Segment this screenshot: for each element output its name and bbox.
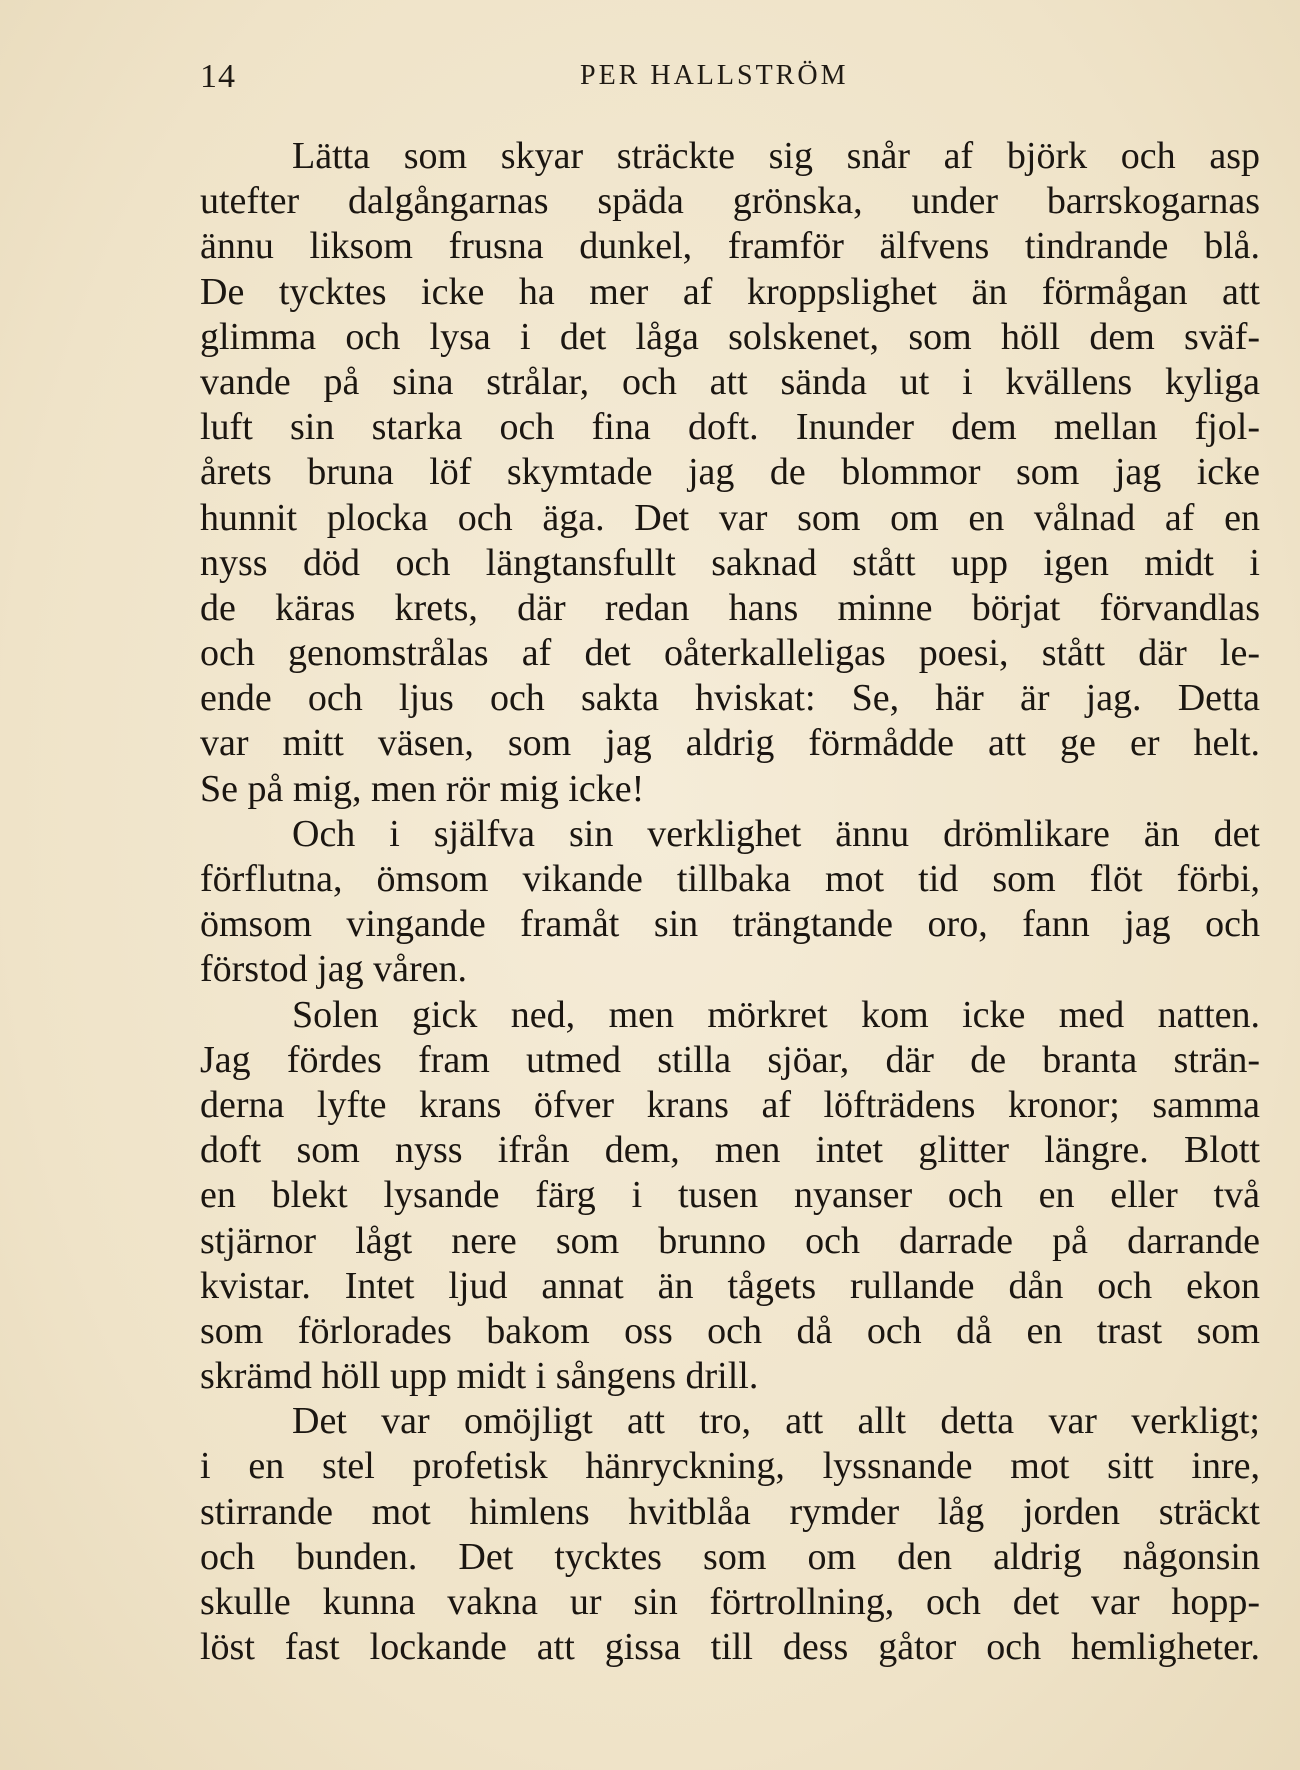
text-line: skrämd höll upp midt i sångens drill. [200, 1355, 759, 1398]
text-line: stjärnor lågt nere som brunno och darrade på darrande [200, 1219, 1260, 1262]
page-number: 14 [200, 58, 236, 95]
text-line: nyss död och längtansfullt saknad stått upp igen midt i [200, 541, 1260, 584]
text-line: Det var omöjligt att tro, att allt detta var verkligt; [292, 1400, 1260, 1443]
text-line: var mitt väsen, som jag aldrig förmådde att ge er helt. [200, 722, 1260, 765]
text-line: vande på sina strålar, och att sända ut i kvällens kyliga [200, 360, 1260, 403]
text-line: Och i själfva sin verklighet ännu drömlikare än det [292, 812, 1260, 855]
text-line: en blekt lysande färg i tusen nyanser och en eller två [200, 1174, 1260, 1217]
running-head [200, 58, 1260, 108]
text-line: kvistar. Intet ljud annat än tågets rullande dån och ekon [200, 1264, 1260, 1307]
text-line: förflutna, ömsom vikande tillbaka mot tid som flöt förbi, [200, 858, 1260, 900]
text-line: stirrande mot himlens hvitblåa rymder låg jorden sträckt [200, 1490, 1260, 1533]
text-line: ömsom vingande framåt sin trängtande oro, fann jag och [200, 903, 1260, 946]
text-line: Se på mig, men rör mig icke! [200, 767, 645, 810]
text-line: De tycktes icke ha mer af kroppslighet än förmågan att [200, 270, 1260, 313]
text-line: Jag fördes fram utmed stilla sjöar, där de branta strän- [200, 1038, 1260, 1081]
text-line: derna lyfte krans öfver krans af löfträdens kronor; samma [200, 1083, 1260, 1126]
text-line: skulle kunna vakna ur sin förtrollning, och det var hopp- [200, 1581, 1260, 1623]
body-text [200, 134, 1260, 1670]
text-line: och genomstrålas af det oåterkalleligas poesi, stått där le- [200, 632, 1260, 675]
text-line: förstod jag våren. [200, 948, 467, 991]
text-line: de käras krets, där redan hans minne börjat förvandlas [200, 586, 1260, 629]
text-line: och bunden. Det tycktes som om den aldrig någonsin [200, 1535, 1260, 1578]
text-line: Solen gick ned, men mörkret kom icke med natten. [292, 993, 1260, 1036]
text-line: utefter dalgångarnas späda grönska, under barrskogarnas [200, 180, 1260, 223]
text-line: hunnit plocka och äga. Det var som om en vålnad af en [200, 496, 1260, 539]
text-line: i en stel profetisk hänryckning, lyssnande mot sitt inre, [200, 1445, 1260, 1488]
text-line: som förlorades bakom oss och då och då en trast som [200, 1309, 1260, 1352]
text-line: glimma och lysa i det låga solskenet, som höll dem sväf- [200, 315, 1260, 358]
text-line: Lätta som skyar sträckte sig snår af björk och asp [292, 135, 1260, 177]
text-line: luft sin starka och fina doft. Inunder dem mellan fjol- [200, 406, 1260, 449]
text-line: löst fast lockande att gissa till dess gåtor och hemligheter. [200, 1626, 1260, 1669]
text-line: doft som nyss ifrån dem, men intet glitter längre. Blott [200, 1129, 1260, 1172]
running-title: PER HALLSTRÖM [580, 60, 849, 91]
text-line: årets bruna löf skymtade jag de blommor som jag icke [200, 451, 1260, 494]
text-line: ännu liksom frusna dunkel, framför älfvens tindrande blå. [200, 225, 1260, 268]
text-line: ende och ljus och sakta hviskat: Se, här är jag. Detta [200, 677, 1260, 720]
